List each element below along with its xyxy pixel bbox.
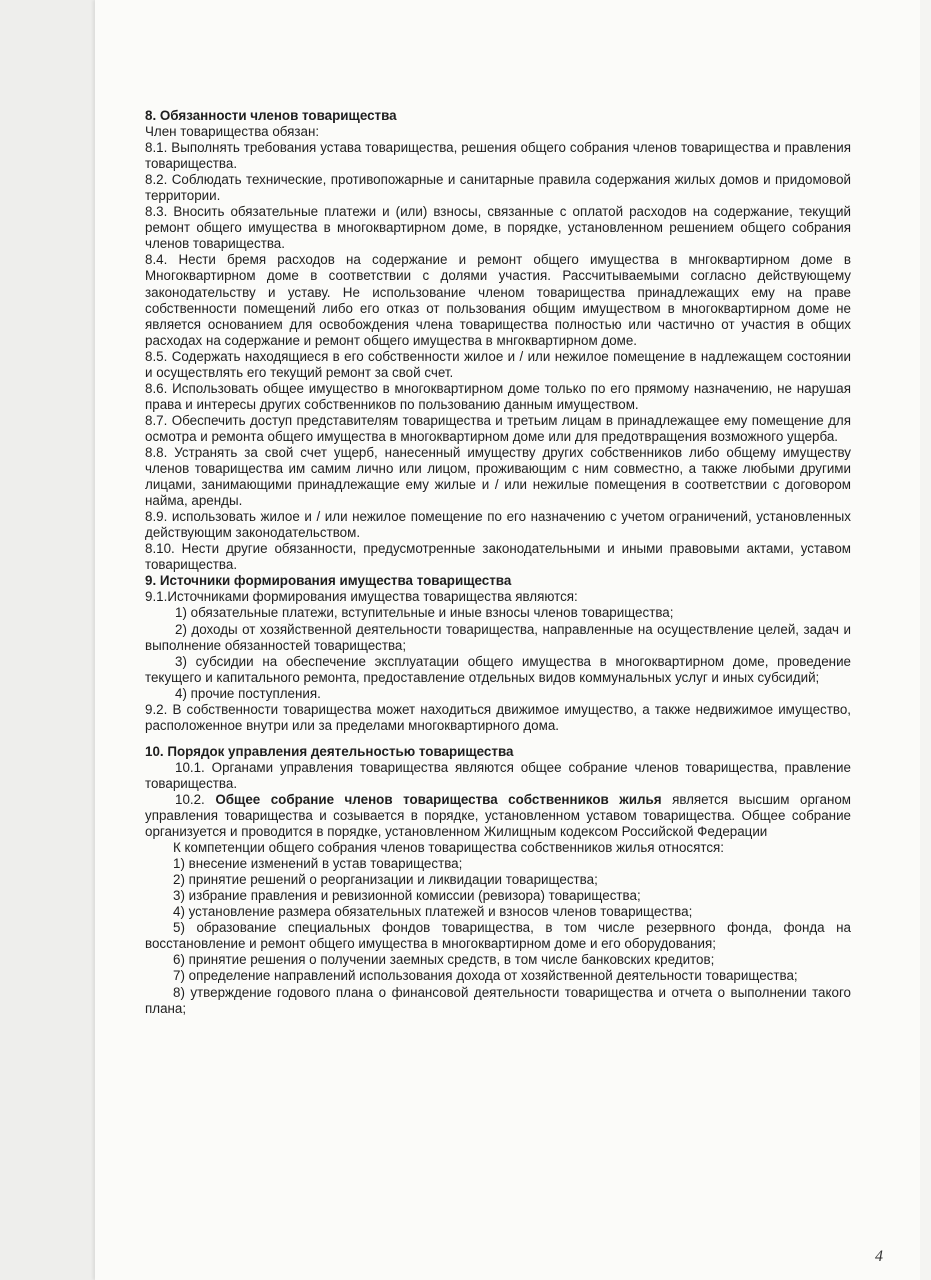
clause-8-7: 8.7. Обеспечить доступ представителям товарищества и третьим лицам в принадлежащее ему помещение для осмотра и ремонта общего имущества в многоквартирном доме или для предотвращения возможного ущерба. [145, 412, 851, 444]
competence-item-8: 8) утверждение годового плана о финансовой деятельности товарищества и отчета о выполнении такого плана; [145, 984, 851, 1016]
clause-8-2: 8.2. Соблюдать технические, противопожарные и санитарные правила содержания жилых домов и придомовой территории. [145, 172, 851, 204]
clause-9-1-item-4: 4) прочие поступления. [175, 685, 321, 701]
clause-9-1: 9.1.Источниками формирования имущества товарищества являются: [145, 589, 578, 605]
competence-item-2: 2) принятие решений о реорганизации и ликвидации товарищества; [173, 872, 598, 888]
clause-8-6: 8.6. Использовать общее имущество в многоквартирном доме только по его прямому назначению, не нарушая права и интересы других собственников по пользованию данным имуществом. [145, 380, 851, 412]
adjacent-page-strip [0, 0, 95, 1280]
clause-8-8: 8.8. Устранять за свой счет ущерб, нанесенный имуществу других собственников либо общему имуществу членов товарищества им самим лично или лицом, проживающим с ним совместно, а также любыми другими лицами, занимающими принадлежащие ему жилые и / или нежилые помещения в соответствии с договором найма, аренды. [145, 444, 851, 509]
competence-item-1: 1) внесение изменений в устав товарищества; [173, 856, 463, 872]
section-8-intro: Член товарищества обязан: [145, 124, 320, 140]
clause-9-1-item-2: 2) доходы от хозяйственной деятельности товарищества, направленные на осуществление целей, задач и выполнение обязанностей товарищества; [145, 621, 851, 653]
clause-8-5: 8.5. Содержать находящиеся в его собственности жилое и / или нежилое помещение в надлежащем состоянии и осуществлять его текущий ремонт за свой счет. [145, 348, 851, 380]
competence-item-5: 5) образование специальных фондов товарищества, в том числе резервного фонда, фонда на восстановление и ремонт общего имущества в многоквартирном доме и его оборудования; [145, 920, 851, 952]
clause-8-3: 8.3. Вносить обязательные платежи и (или) взносы, связанные с оплатой расходов на содержание, текущий ремонт общего имущества в многоквартирном доме, в порядке, установленном решением общего собрания членов товарищества. [145, 204, 851, 252]
competence-intro: К компетенции общего собрания членов товарищества собственников жилья относятся: [173, 840, 724, 856]
clause-10-2: 10.2. Общее собрание членов товарищества собственников жилья является высшим органом управления товарищества и созывается в порядке, установленном уставом товарищества. Общее собрание организуется и проводится в порядке, установленном Жилищным кодексом Российской Федерации [145, 791, 851, 840]
document-body [145, 108, 851, 1017]
page-number: 4 [875, 1248, 883, 1265]
clause-8-10: 8.10. Нести другие обязанности, предусмотренные законодательными и иными правовыми актами, уставом товарищества. [145, 541, 851, 573]
section-9-title: 9. Источники формирования имущества товарищества [145, 573, 512, 589]
competence-item-7: 7) определение направлений использования дохода от хозяйственной деятельности товарищества; [173, 968, 798, 984]
clause-8-4: 8.4. Нести бремя расходов на содержание и ремонт общего имущества в мнгоквартирном доме в Многоквартирном доме в соответствии с долями участия. Рассчитываемыми согласно действующему законодательству и уставу. Не использование членом товарищества принадлежащих ему на праве собственности помещений либо его отказ от пользования общим имуществом в многоквартирном доме не является основанием для освобождения члена товарищества полностью или частично от участия в общих расходах на содержание и ремонт общего имущества в мнгоквартирном доме. [145, 252, 851, 348]
clause-10-1: 10.1. Органами управления товарищества являются общее собрание членов товарищества, правление товарищества. [145, 759, 851, 791]
clause-8-1: 8.1. Выполнять требования устава товарищества, решения общего собрания членов товарищества и правления товарищества. [145, 140, 851, 172]
competence-item-3: 3) избрание правления и ревизионной комиссии (ревизора) товарищества; [173, 888, 641, 904]
clause-9-1-item-3: 3) субсидии на обеспечение эксплуатации общего имущества в многоквартирном доме, проведение текущего и капитального ремонта, предоставление отдельных видов коммунальных услуг и иных субсидий; [145, 653, 851, 685]
competence-item-4: 4) установление размера обязательных платежей и взносов членов товарищества; [173, 904, 693, 920]
competence-item-6: 6) принятие решения о получении заемных средств, в том числе банковских кредитов; [173, 952, 715, 968]
clause-8-9: 8.9. использовать жилое и / или нежилое помещение по его назначению с учетом ограничений, установленных действующим законодательством. [145, 509, 851, 541]
section-8-title: 8. Обязанности членов товарищества [145, 108, 397, 123]
clause-9-1-item-1: 1) обязательные платежи, вступительные и иные взносы членов товарищества; [175, 605, 674, 621]
clause-9-2: 9.2. В собственности товарищества может находиться движимое имущество, а также недвижимое имущество, расположенное внутри или за пределами многоквартирного дома. [145, 701, 851, 733]
section-10-title: 10. Порядок управления деятельностью товарищества [145, 743, 514, 759]
